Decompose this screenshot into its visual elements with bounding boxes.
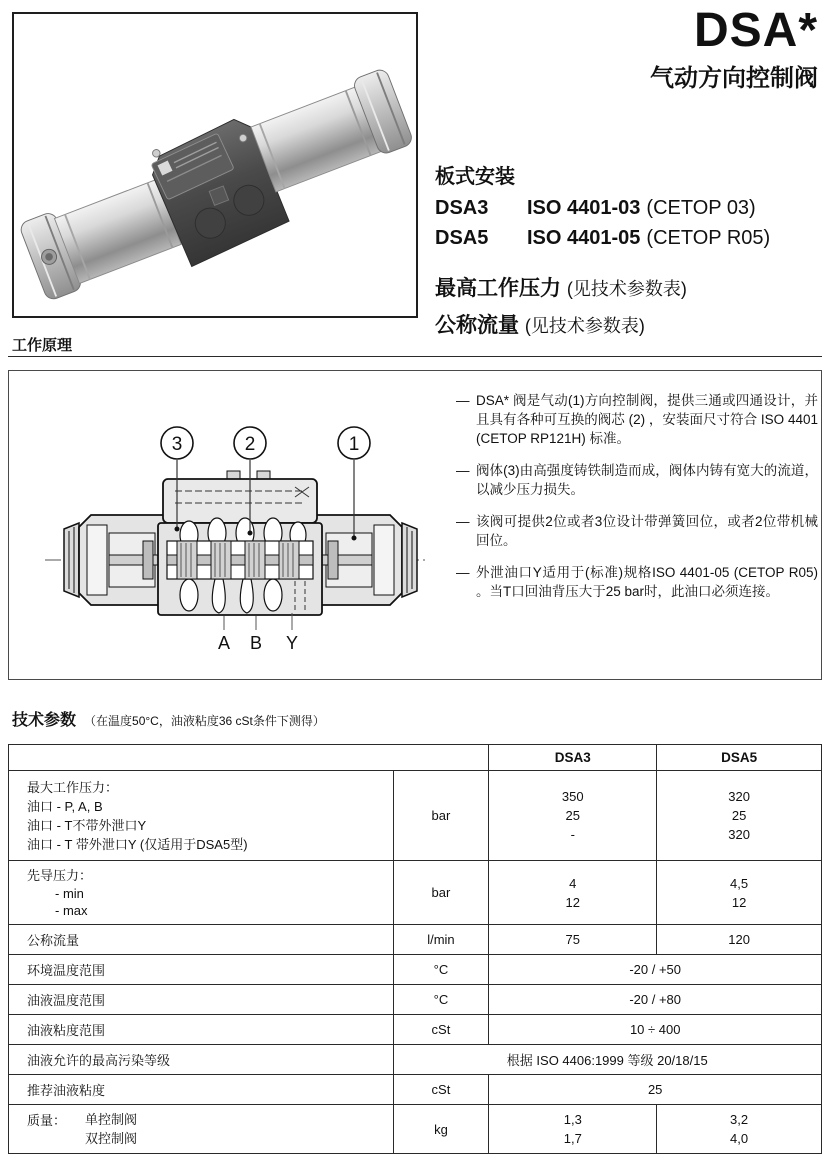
- param-subline: 单控制阀: [85, 1112, 138, 1127]
- value-dsa3: [489, 1105, 657, 1154]
- bullet-dash: —: [456, 463, 470, 478]
- param-line: 油口 - P, A, B: [27, 798, 103, 814]
- value-line: 4,5: [730, 875, 749, 891]
- note-text: 阀体(3)由高强度铸铁制造而成，阀体内铸有宽大的流道，以减少压力损失。: [476, 463, 818, 497]
- nominal-flow-line: [435, 309, 825, 339]
- title-block: [650, 6, 818, 93]
- port-label-a: A: [217, 633, 231, 653]
- page-title: DSA*: [693, 4, 818, 57]
- tech-specs-note: （在温度50°C，油液粘度36 cSt条件下测得）: [84, 714, 325, 728]
- value-line: 350: [561, 789, 584, 804]
- value-dsa5: [657, 861, 822, 925]
- max-pressure-line: [435, 272, 825, 302]
- product-photo-frame: [12, 12, 418, 318]
- nominal-flow-label: 公称流量: [435, 314, 519, 337]
- value-line: 25: [565, 808, 581, 823]
- mass-subs: [85, 1110, 137, 1148]
- bullet-dash: —: [456, 565, 470, 580]
- param-subline: - max: [55, 903, 88, 918]
- section-divider: [8, 356, 822, 357]
- port-label-b: B: [249, 633, 263, 653]
- param-line: 油口 - T不带外泄口Y: [27, 817, 147, 833]
- note-item: [456, 391, 818, 448]
- table-header-row: [9, 745, 822, 771]
- value-line: 12: [565, 894, 581, 910]
- tech-specs-table: [8, 744, 822, 1154]
- value-merged: 根据 ISO 4406:1999 等级 20/18/15: [393, 1045, 821, 1075]
- bullet-dash: —: [456, 514, 470, 529]
- value-merged: 10 ÷ 400: [489, 1015, 822, 1045]
- param-max-pressure: [9, 771, 394, 861]
- value-merged: -20 / +50: [489, 955, 822, 985]
- page-subtitle: 气动方向控制阀: [650, 65, 818, 93]
- port-label-y: Y: [285, 633, 299, 653]
- value-line: -: [570, 827, 575, 842]
- note-item: [456, 461, 818, 499]
- note-text: 外泄油口Y适用于(标准)规格ISO 4401-05 (CETOP R05) 。当T口回油背压大于25 bar时，此油口必须连接。: [476, 565, 818, 599]
- value-dsa3: 75: [489, 925, 657, 955]
- ratings: [435, 272, 825, 339]
- param-line: 先导压力：: [27, 868, 93, 883]
- param-ambient-temp: 环境温度范围: [9, 955, 394, 985]
- value-dsa3: [489, 861, 657, 925]
- iso-standard: ISO 4401-03: [527, 197, 641, 219]
- param-contamination: 油液允许的最高污染等级: [9, 1045, 394, 1075]
- param-fluid-temp: 油液温度范围: [9, 985, 394, 1015]
- note-text: DSA* 阀是气动(1)方向控制阀，提供三通或四通设计，并且具有各种可互换的阀芯 (2) ，安装面尺寸符合 ISO 4401 (CETOP RP121H) 标准。: [476, 393, 818, 446]
- value-line: 12: [731, 894, 747, 910]
- value-merged: -20 / +80: [489, 985, 822, 1015]
- model-name: DSA3: [435, 197, 489, 219]
- param-mass: [9, 1105, 394, 1154]
- table-row: [9, 1075, 822, 1105]
- table-row: [9, 1045, 822, 1075]
- note-item: [456, 512, 818, 550]
- param-pilot-pressure: [9, 861, 394, 925]
- table-row: [9, 985, 822, 1015]
- unit-cell: kg: [393, 1105, 489, 1154]
- valve-cross-section-diagram: [17, 383, 445, 668]
- value-dsa5: [657, 771, 822, 861]
- param-subline: 双控制阀: [85, 1131, 138, 1146]
- param-recommended-viscosity: 推荐油液粘度: [9, 1075, 394, 1105]
- value-dsa3: [489, 771, 657, 861]
- value-line: 320: [728, 789, 750, 804]
- value-line: 3,2: [730, 1112, 749, 1127]
- bullet-dash: —: [456, 393, 470, 408]
- param-line: 最大工作压力：: [27, 779, 119, 795]
- mass-label: 质量：: [27, 1113, 67, 1128]
- value-line: 4: [569, 875, 577, 891]
- mounting-row-dsa3: [435, 197, 825, 220]
- mounting-heading: 板式安装: [435, 166, 515, 188]
- nominal-flow-note: (见技术参数表): [524, 316, 645, 336]
- mounting-row-dsa5: [435, 227, 825, 250]
- value-merged: 25: [489, 1075, 822, 1105]
- value-line: 1,3: [563, 1112, 582, 1127]
- value-line: 4,0: [730, 1131, 749, 1146]
- callout-2: 2: [244, 434, 256, 455]
- table-row: [9, 1015, 822, 1045]
- param-subline: - min: [55, 886, 84, 901]
- working-principle-heading: 工作原理: [12, 337, 73, 354]
- param-line: 油口 - T 带外泄口Y (仅适用于DSA5型): [27, 836, 248, 852]
- value-line: 320: [728, 827, 750, 842]
- callout-1: 1: [348, 434, 360, 455]
- product-photo: [14, 14, 416, 316]
- cetop-code: (CETOP R05): [646, 227, 771, 249]
- table-row: [9, 1105, 822, 1154]
- value-line: 1,7: [563, 1131, 582, 1146]
- unit-cell: °C: [393, 985, 489, 1015]
- model-name: DSA5: [435, 227, 489, 249]
- cetop-code: (CETOP 03): [646, 197, 756, 219]
- tech-specs-heading: [12, 707, 325, 730]
- table-row: [9, 925, 822, 955]
- param-nominal-flow: 公称流量: [9, 925, 394, 955]
- unit-cell: cSt: [393, 1075, 489, 1105]
- iso-standard: ISO 4401-05: [527, 227, 641, 249]
- note-item: [456, 563, 818, 601]
- value-dsa5: 120: [657, 925, 822, 955]
- table-row: [9, 861, 822, 925]
- working-principle-notes: [456, 391, 818, 614]
- table-row: [9, 955, 822, 985]
- column-header-dsa3: DSA3: [489, 745, 657, 771]
- unit-cell: °C: [393, 955, 489, 985]
- unit-cell: bar: [393, 771, 489, 861]
- header-empty-cell: [9, 745, 489, 771]
- max-pressure-label: 最高工作压力: [435, 277, 561, 300]
- unit-cell: bar: [393, 861, 489, 925]
- table-row: [9, 771, 822, 861]
- note-text: 该阀可提供2位或者3位设计带弹簧回位，或者2位带机械回位。: [476, 514, 818, 548]
- max-pressure-note: (见技术参数表): [566, 279, 687, 299]
- unit-cell: l/min: [393, 925, 489, 955]
- tech-specs-title: 技术参数: [12, 712, 77, 729]
- working-principle-box: [8, 370, 822, 680]
- mounting-info: [435, 160, 825, 346]
- value-line: 25: [731, 808, 747, 823]
- value-dsa5: [657, 1105, 822, 1154]
- param-viscosity-range: 油液粘度范围: [9, 1015, 394, 1045]
- unit-cell: cSt: [393, 1015, 489, 1045]
- column-header-dsa5: DSA5: [657, 745, 822, 771]
- callout-3: 3: [171, 434, 183, 455]
